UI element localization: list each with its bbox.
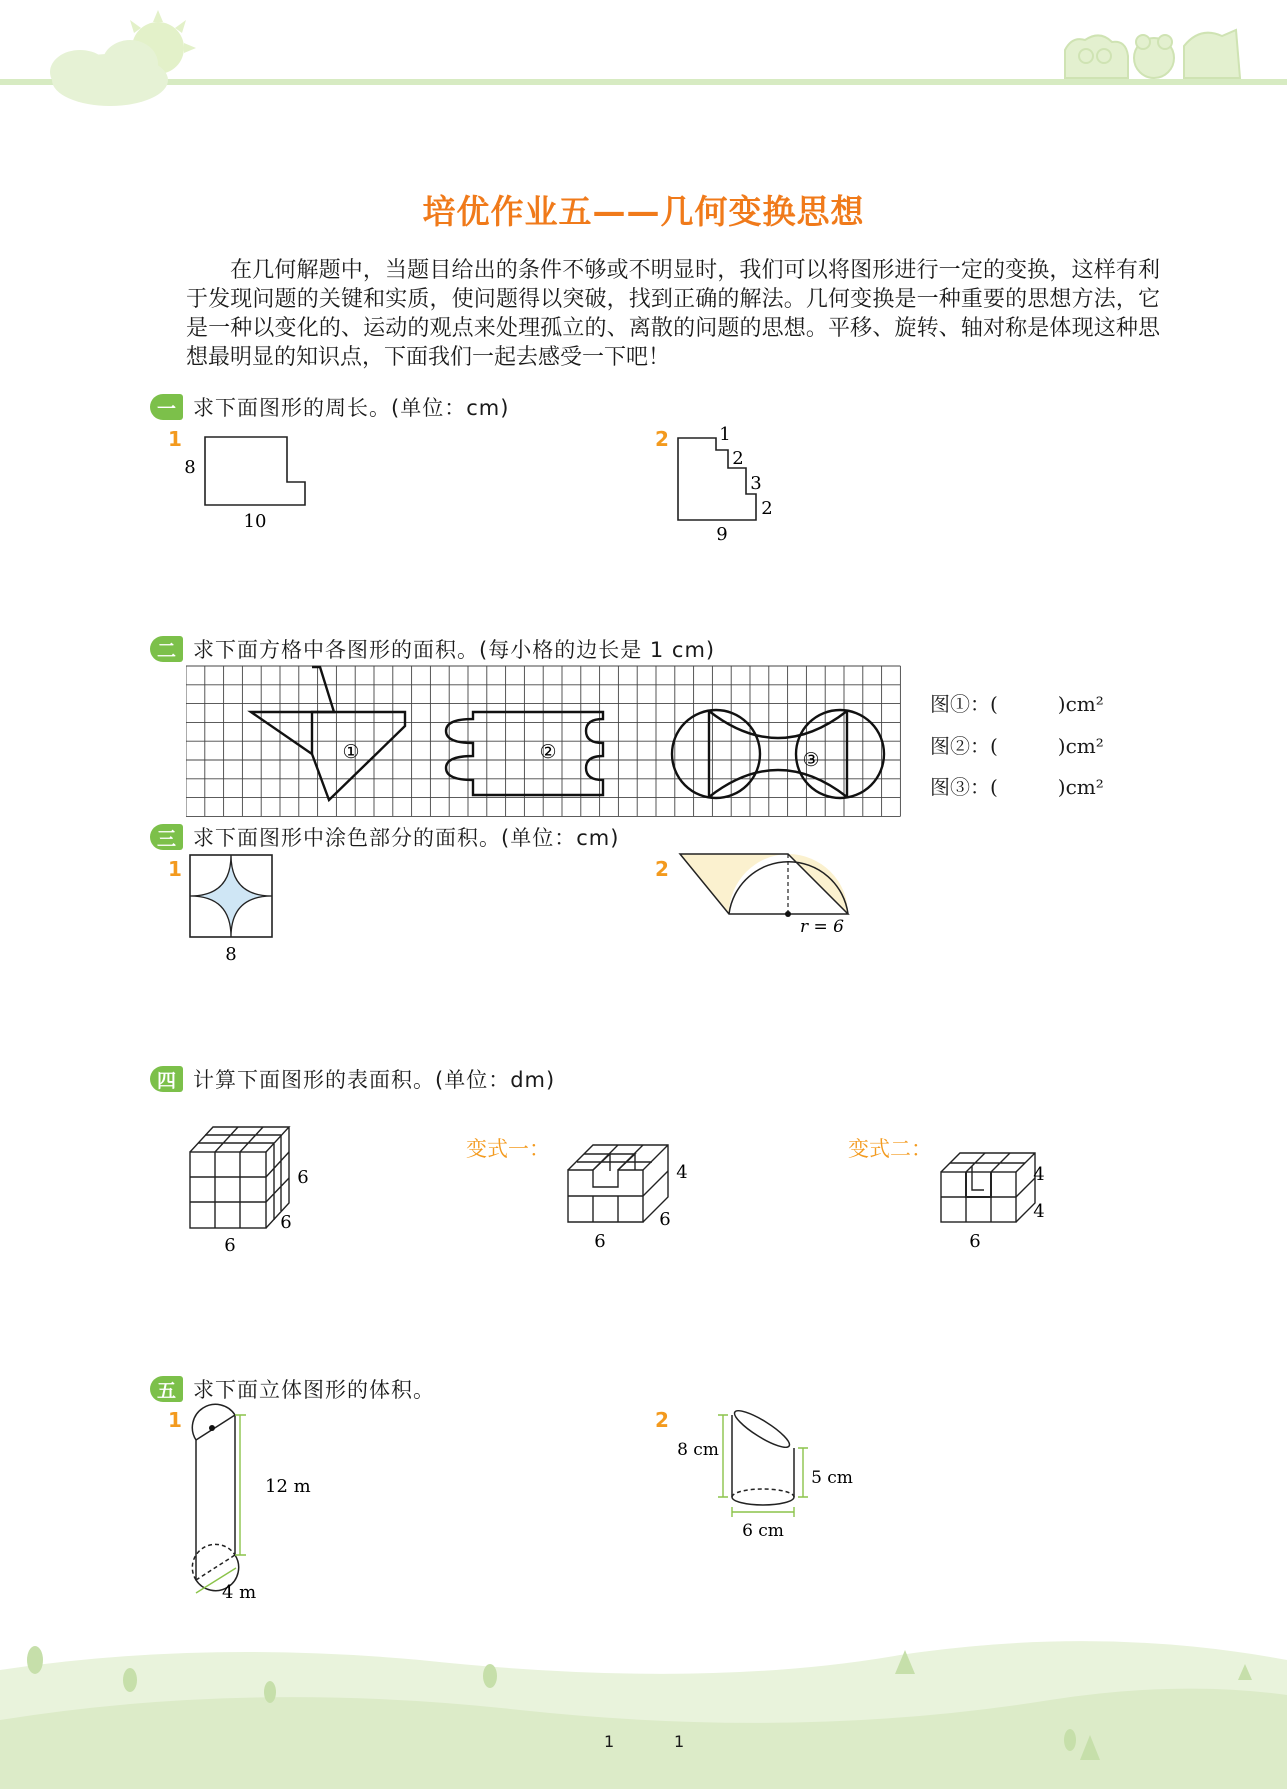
s5-f1-diameter-label: 4 m xyxy=(222,1582,257,1603)
s1-f2-bottom-label: 9 xyxy=(716,524,728,545)
s3-figure-2 xyxy=(675,848,860,943)
s4-c1-right-label: 6 xyxy=(297,1167,309,1188)
s5-problem-1-number: 1 xyxy=(168,1408,182,1432)
s5-f2-bottom-label: 6 cm xyxy=(742,1521,784,1541)
section-5-badge: 五 xyxy=(150,1376,183,1402)
s3-problem-1-number: 1 xyxy=(168,857,182,881)
s4-variant-2-label: 变式二： xyxy=(848,1137,932,1161)
s2-mark-1: ① xyxy=(342,741,360,763)
s3-problem-2-number: 2 xyxy=(655,857,669,881)
s4-c2-right-label: 4 xyxy=(676,1162,688,1183)
footer-landscape xyxy=(0,1630,1287,1789)
s2-shape-3-inner-arcs xyxy=(709,711,847,797)
s2-mark-2: ② xyxy=(539,741,557,763)
page-title: 培优作业五——几何变换思想 xyxy=(422,192,865,231)
s5-figure-2 xyxy=(670,1400,870,1545)
s2-mark-3: ③ xyxy=(802,749,820,771)
cloud-icon xyxy=(50,40,168,106)
s2-answer-3: 图③：( )cm² xyxy=(930,775,1104,799)
s2-shape-3-left-circle xyxy=(672,710,760,798)
s5-figure-1 xyxy=(180,1400,320,1605)
section-1-badge: 一 xyxy=(150,394,183,420)
s4-c1-depth-label: 6 xyxy=(280,1212,292,1233)
s4-c2-bottom-label: 6 xyxy=(594,1231,606,1252)
s3-f2-radius-label: r = 6 xyxy=(800,917,844,937)
s2-shape-1 xyxy=(251,712,405,800)
section-3-text: 求下面图形中涂色部分的面积。(单位：cm) xyxy=(193,826,620,850)
s5-problem-2-number: 2 xyxy=(655,1408,669,1432)
intro-text: 在几何解题中，当题目给出的条件不够或不明显时，我们可以将图形进行一定的变换，这样有利于发现问题的关键和实质，使问题得以突破，找到正确的解法。几何变换是一种重要的思想方法，它是一种以变化的、运动的观点来处理孤立的、离散的问题的思想。平移、旋转、轴对称是体现这种思想最明显的知识点，下面我们一起去感受一下吧！ xyxy=(186,258,1160,370)
s1-figure-1 xyxy=(180,425,330,535)
s1-f1-side-label: 8 xyxy=(184,457,196,478)
s1-f2-step-3: 3 xyxy=(750,473,762,494)
section-5-text: 求下面立体图形的体积。 xyxy=(193,1378,435,1402)
section-2-badge: 二 xyxy=(150,636,183,662)
s5-f2-right-label: 5 cm xyxy=(811,1468,853,1488)
s4-c1-bottom-label: 6 xyxy=(224,1235,236,1256)
page-number-left: 1 xyxy=(604,1732,615,1751)
s4-cube-2 xyxy=(565,1140,695,1255)
intro-paragraph xyxy=(186,256,1160,372)
section-4-heading xyxy=(150,1064,555,1094)
section-1-text: 求下面图形的周长。(单位：cm) xyxy=(193,396,510,420)
section-1-heading xyxy=(150,392,509,422)
s2-grid-figure xyxy=(186,665,908,823)
section-4-badge: 四 xyxy=(150,1066,183,1092)
s4-c2-depth-label: 6 xyxy=(659,1209,671,1230)
s2-answer-1: 图①：( )cm² xyxy=(930,692,1104,716)
s5-f2-left-label: 8 cm xyxy=(677,1440,719,1460)
section-2-text: 求下面方格中各图形的面积。(每小格的边长是 1 cm) xyxy=(193,638,716,662)
page-number-right: 1 xyxy=(674,1732,685,1751)
s1-f1-bottom-label: 10 xyxy=(243,511,267,532)
s4-cube-3 xyxy=(938,1150,1068,1255)
s5-f1-height-label: 12 m xyxy=(265,1476,311,1497)
s1-f2-step-4: 2 xyxy=(761,498,773,519)
section-3-badge: 三 xyxy=(150,824,183,850)
s4-variant-1-label: 变式一： xyxy=(466,1137,550,1161)
section-3-heading xyxy=(150,822,619,852)
s4-c3-right-label: 4 xyxy=(1033,1164,1045,1185)
s4-c3-bottom-label: 6 xyxy=(969,1231,981,1252)
s1-problem-2-number: 2 xyxy=(655,427,669,451)
s2-answer-2: 图②：( )cm² xyxy=(930,734,1104,758)
section-4-text: 计算下面图形的表面积。(单位：dm) xyxy=(193,1068,556,1092)
s4-c3-depth-label: 4 xyxy=(1033,1201,1045,1222)
s3-figure-1 xyxy=(185,850,285,965)
section-2-heading xyxy=(150,634,715,664)
s1-problem-1-number: 1 xyxy=(168,427,182,451)
s4-cube-1 xyxy=(185,1122,315,1257)
cartoon-animals-icon xyxy=(1065,30,1240,78)
s1-f2-step-1: 1 xyxy=(719,424,731,445)
s3-f1-side-label: 8 xyxy=(225,944,237,965)
header-decoration xyxy=(0,0,1287,110)
s1-figure-2 xyxy=(670,420,800,545)
s1-f2-step-2: 2 xyxy=(732,448,744,469)
